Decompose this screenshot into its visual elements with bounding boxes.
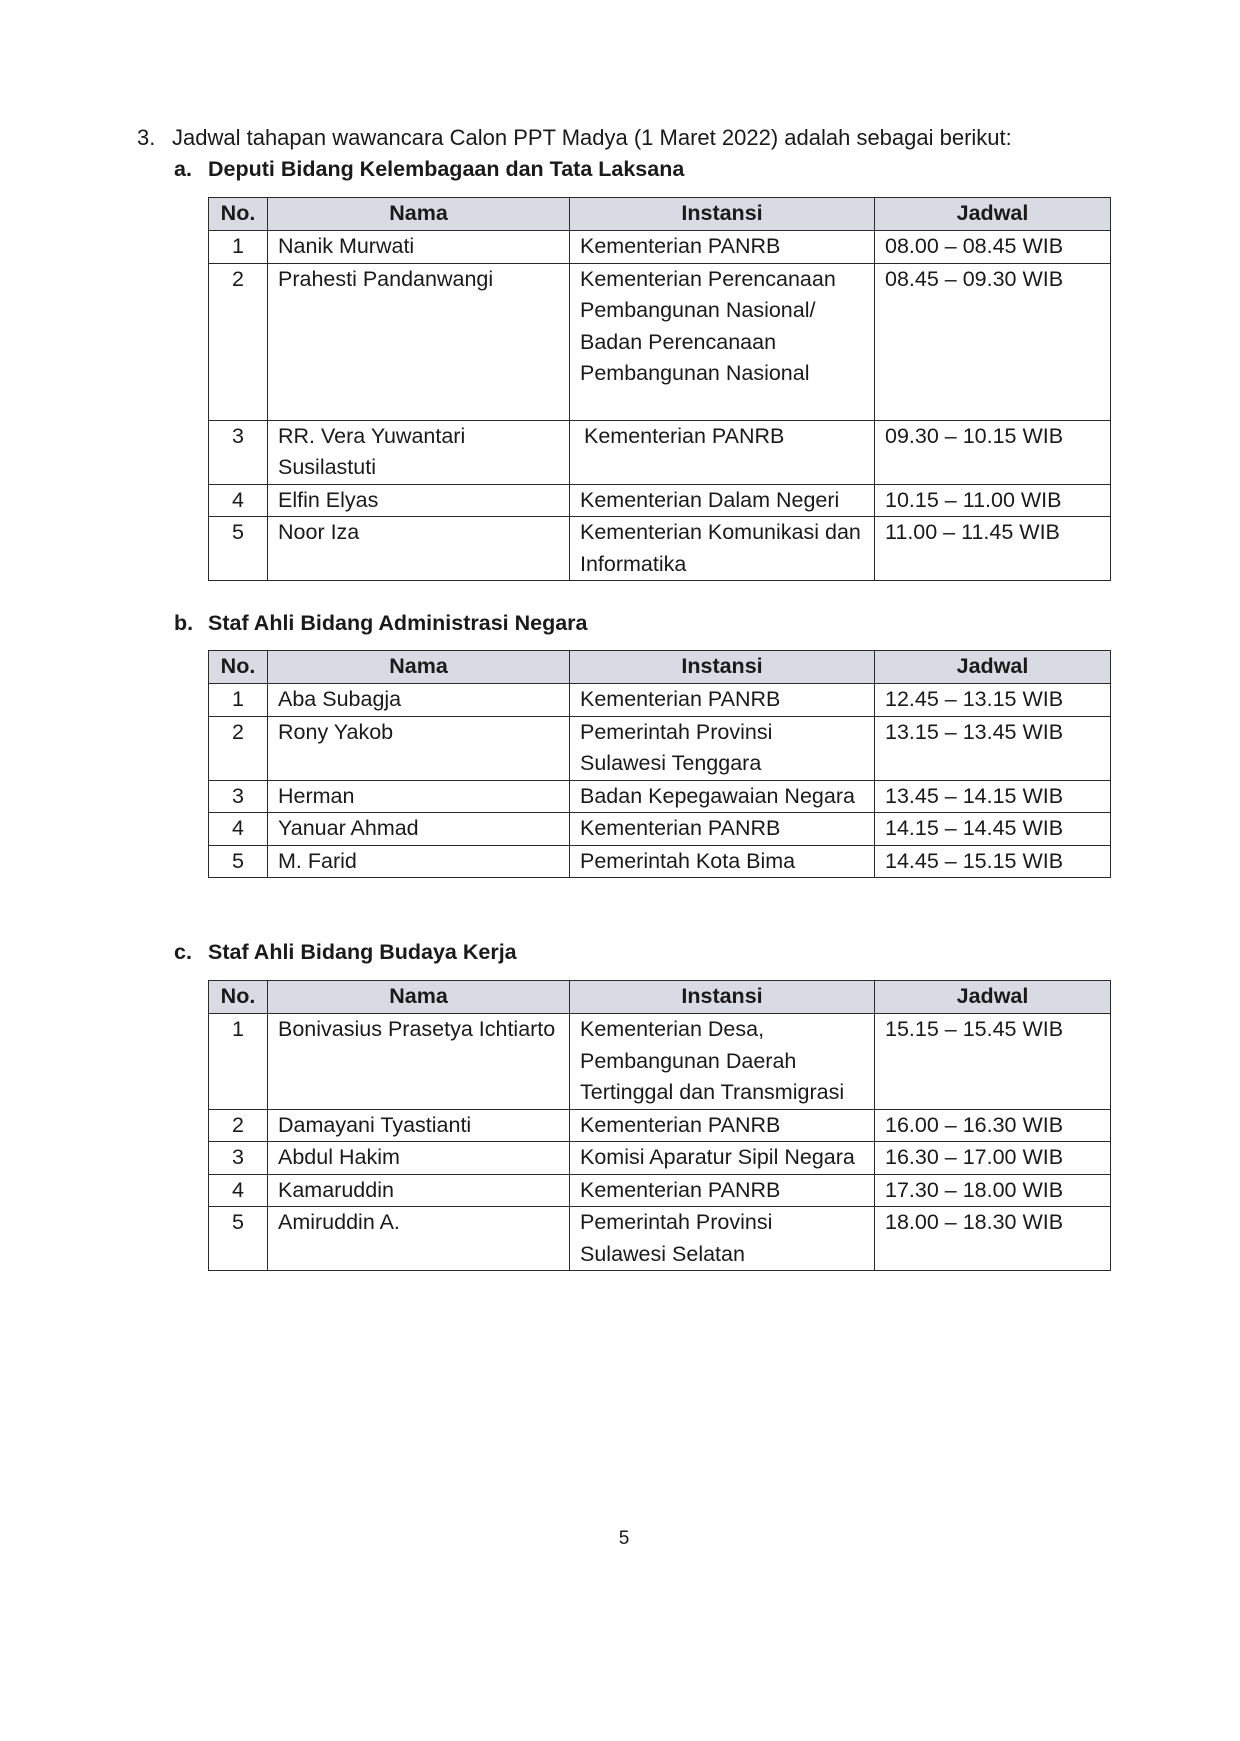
row-instansi: Badan Kepegawaian Negara [570,780,875,813]
row-nama: Damayani Tyastianti [268,1109,570,1142]
header-instansi: Instansi [570,198,875,231]
section-heading: Deputi Bidang Kelembagaan dan Tata Laksana [208,157,685,181]
table-header-row [209,198,1111,231]
row-nama: M. Farid [268,845,570,878]
row-jadwal: 12.45 – 13.15 WIB [875,684,1111,717]
section-heading: Staf Ahli Bidang Administrasi Negara [208,611,588,635]
row-jadwal: 17.30 – 18.00 WIB [875,1174,1111,1207]
header-jadwal: Jadwal [875,198,1111,231]
table-row [209,1142,1111,1175]
row-nama: Herman [268,780,570,813]
schedule-table-a [208,197,1111,581]
intro-number: 3. [137,125,156,150]
row-nama: Noor Iza [268,517,570,581]
table-row [209,845,1111,878]
table-row [209,1174,1111,1207]
row-jadwal: 14.15 – 14.45 WIB [875,813,1111,846]
section-heading: Staf Ahli Bidang Budaya Kerja [208,940,517,964]
header-nama: Nama [268,198,570,231]
row-nama: Aba Subagja [268,684,570,717]
row-no: 2 [209,1109,268,1142]
row-no: 4 [209,813,268,846]
table-header-row [209,651,1111,684]
row-instansi: Kementerian PANRB [570,684,875,717]
header-no: No. [209,651,268,684]
row-jadwal: 08.00 – 08.45 WIB [875,231,1111,264]
header-jadwal: Jadwal [875,981,1111,1014]
row-instansi: Pemerintah Provinsi Sulawesi Tenggara [570,716,875,780]
row-no: 1 [209,231,268,264]
row-instansi: Pemerintah Kota Bima [570,845,875,878]
header-instansi: Instansi [570,981,875,1014]
table-row [209,716,1111,780]
page-number: 5 [618,1528,630,1549]
header-nama: Nama [268,651,570,684]
intro-text: Jadwal tahapan wawancara Calon PPT Madya (1 Maret 2022) adalah sebagai berikut: [172,125,1012,150]
row-instansi: Kementerian PANRB [570,813,875,846]
row-jadwal: 15.15 – 15.45 WIB [875,1014,1111,1110]
header-no: No. [209,198,268,231]
row-jadwal: 13.15 – 13.45 WIB [875,716,1111,780]
row-instansi: Kementerian PANRB [570,1174,875,1207]
section-title-a [174,155,684,183]
row-no: 1 [209,684,268,717]
row-nama: Yanuar Ahmad [268,813,570,846]
row-jadwal: 16.30 – 17.00 WIB [875,1142,1111,1175]
table-row [209,684,1111,717]
intro-paragraph [137,124,1012,152]
table-row [209,263,1111,420]
row-jadwal: 14.45 – 15.15 WIB [875,845,1111,878]
row-nama: Kamaruddin [268,1174,570,1207]
section-letter: b. [174,611,194,635]
row-instansi: Kementerian PANRB [570,231,875,264]
section-letter: c. [174,940,192,964]
row-instansi: Kementerian Dalam Negeri [570,484,875,517]
row-jadwal: 09.30 – 10.15 WIB [875,420,1111,484]
row-jadwal: 18.00 – 18.30 WIB [875,1207,1111,1271]
row-no: 1 [209,1014,268,1110]
row-jadwal: 13.45 – 14.15 WIB [875,780,1111,813]
table-header-row [209,981,1111,1014]
row-jadwal: 08.45 – 09.30 WIB [875,263,1111,420]
table-row [209,813,1111,846]
header-no: No. [209,981,268,1014]
row-no: 5 [209,1207,268,1271]
row-instansi: Kementerian Komunikasi dan Informatika [570,517,875,581]
table-row [209,780,1111,813]
header-nama: Nama [268,981,570,1014]
header-instansi: Instansi [570,651,875,684]
header-jadwal: Jadwal [875,651,1111,684]
table-row [209,517,1111,581]
table-row [209,420,1111,484]
row-instansi: Komisi Aparatur Sipil Negara [570,1142,875,1175]
table-row [209,231,1111,264]
row-nama: Amiruddin A. [268,1207,570,1271]
row-no: 5 [209,845,268,878]
row-no: 4 [209,484,268,517]
row-nama: Nanik Murwati [268,231,570,264]
row-nama: Prahesti Pandanwangi [268,263,570,420]
row-no: 2 [209,716,268,780]
table-row [209,1207,1111,1271]
schedule-table-b [208,650,1111,878]
row-instansi: Kementerian PANRB [570,420,875,484]
row-no: 3 [209,780,268,813]
row-nama: Abdul Hakim [268,1142,570,1175]
section-letter: a. [174,157,192,181]
row-jadwal: 11.00 – 11.45 WIB [875,517,1111,581]
row-jadwal: 10.15 – 11.00 WIB [875,484,1111,517]
row-instansi: Pemerintah Provinsi Sulawesi Selatan [570,1207,875,1271]
row-nama: Bonivasius Prasetya Ichtiarto [268,1014,570,1110]
table-row [209,1109,1111,1142]
row-no: 5 [209,517,268,581]
section-title-b [174,609,588,637]
row-no: 2 [209,263,268,420]
row-instansi: Kementerian PANRB [570,1109,875,1142]
row-nama: RR. Vera Yuwantari Susilastuti [268,420,570,484]
row-jadwal: 16.00 – 16.30 WIB [875,1109,1111,1142]
table-row [209,1014,1111,1110]
row-instansi: Kementerian Perencanaan Pembangunan Nasional/ Badan Perencanaan Pembangunan Nasional [570,263,875,420]
schedule-table-c [208,980,1111,1271]
row-nama: Elfin Elyas [268,484,570,517]
section-title-c [174,938,517,966]
row-no: 3 [209,420,268,484]
row-nama: Rony Yakob [268,716,570,780]
table-row [209,484,1111,517]
row-instansi: Kementerian Desa, Pembangunan Daerah Tertinggal dan Transmigrasi [570,1014,875,1110]
row-no: 4 [209,1174,268,1207]
row-no: 3 [209,1142,268,1175]
